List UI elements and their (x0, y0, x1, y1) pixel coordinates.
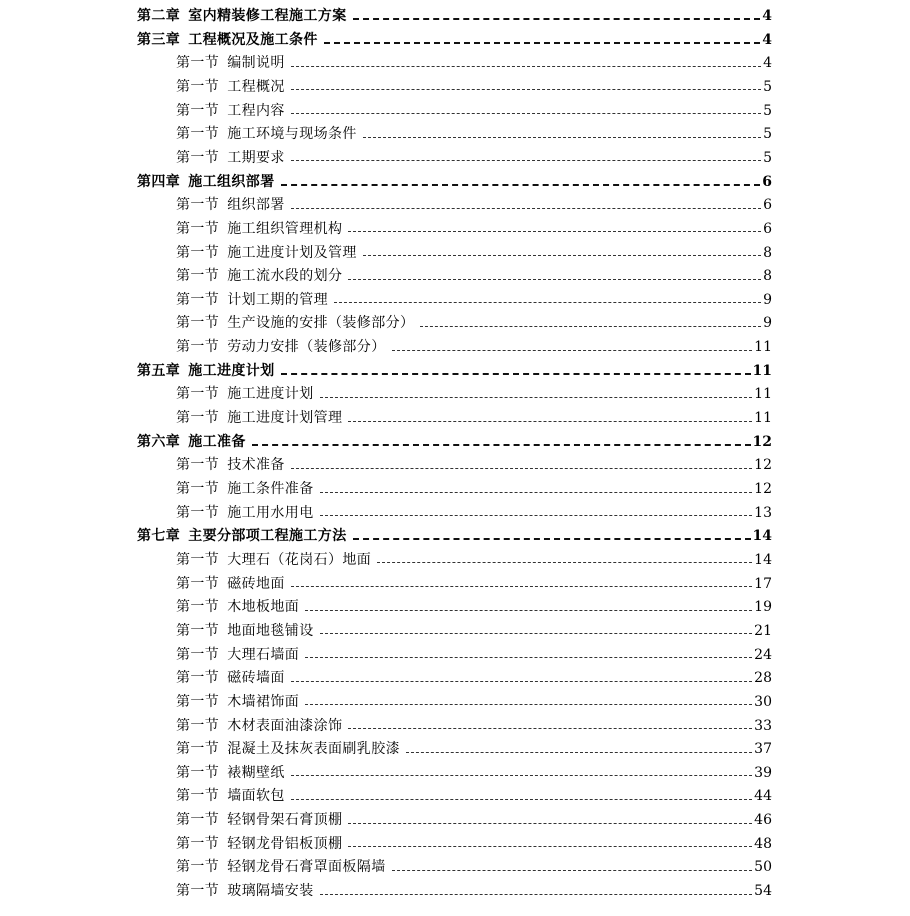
toc-page-number: 12 (754, 481, 772, 497)
toc-entry-title: 墙面软包 (227, 788, 285, 805)
toc-page-number: 17 (754, 575, 772, 592)
toc-entry-label (176, 595, 299, 619)
toc-page-number: 5 (763, 149, 772, 166)
toc-leader-dots (291, 681, 752, 682)
toc-entry-label (176, 335, 386, 359)
toc-chapter-entry[interactable] (137, 170, 772, 194)
toc-entry-title: 主要分部项工程施工方法 (188, 528, 347, 545)
toc-entry-label (176, 737, 400, 761)
toc-chapter-entry[interactable] (137, 524, 772, 548)
toc-section-entry[interactable] (176, 335, 772, 359)
toc-page-number: 21 (754, 622, 772, 639)
toc-leader-dots (291, 89, 761, 90)
toc-entry-label (176, 501, 314, 525)
toc-section-entry[interactable] (176, 572, 772, 596)
toc-page-number: 4 (763, 55, 772, 72)
toc-entry-title: 施工进度计划及管理 (227, 244, 357, 261)
toc-entry-label (176, 99, 285, 123)
toc-section-entry[interactable] (176, 501, 772, 525)
toc-entry-label (176, 761, 285, 785)
toc-entry-number: 第一节 (176, 386, 220, 403)
toc-entry-title: 施工进度计划管理 (227, 410, 343, 427)
toc-entry-title: 编制说明 (227, 55, 285, 72)
toc-page-number: 33 (754, 717, 772, 734)
toc-entry-label (176, 264, 342, 288)
toc-entry-title: 裱糊壁纸 (227, 764, 285, 781)
toc-entry-label (176, 217, 342, 241)
toc-entry-number: 第七章 (137, 528, 181, 545)
toc-entry-label (176, 311, 414, 335)
toc-entry-number: 第一节 (176, 126, 220, 143)
toc-entry-number: 第一节 (176, 788, 220, 805)
toc-entry-label (137, 359, 275, 383)
toc-entry-number: 第五章 (137, 362, 181, 379)
toc-entry-title: 施工组织管理机构 (227, 220, 343, 237)
toc-entry-label (176, 714, 342, 738)
toc-leader-dots (252, 444, 751, 446)
toc-entry-title: 地面地毯铺设 (227, 622, 314, 639)
toc-entry-number: 第一节 (176, 78, 220, 95)
toc-section-entry[interactable] (176, 595, 772, 619)
toc-entry-label (176, 784, 285, 808)
toc-entry-label (176, 643, 299, 667)
toc-section-entry[interactable] (176, 75, 772, 99)
toc-entry-number: 第一节 (176, 291, 220, 308)
toc-entry-title: 施工进度计划 (188, 362, 275, 379)
toc-section-entry[interactable] (176, 855, 772, 879)
toc-page-number: 30 (754, 693, 772, 710)
toc-entry-label (137, 4, 347, 28)
toc-entry-label (176, 406, 342, 430)
toc-entry-title: 施工准备 (188, 433, 246, 450)
toc-leader-dots (348, 421, 752, 422)
toc-entry-title: 工程概况及施工条件 (188, 31, 318, 48)
toc-leader-dots (377, 562, 752, 563)
toc-entry-title: 工程内容 (227, 102, 285, 119)
toc-page-number: 11 (752, 362, 772, 379)
toc-section-entry[interactable] (176, 264, 772, 288)
toc-page-number: 6 (762, 173, 772, 190)
toc-entry-label (176, 193, 285, 217)
toc-entry-number: 第一节 (176, 551, 220, 568)
toc-entry-number: 第一节 (176, 693, 220, 710)
toc-chapter-entry[interactable] (137, 430, 772, 454)
toc-entry-number: 第一节 (176, 599, 220, 616)
toc-entry-label (176, 879, 314, 903)
toc-entry-title: 磁砖墙面 (227, 670, 285, 687)
toc-section-entry[interactable] (176, 311, 772, 335)
toc-section-entry[interactable] (176, 879, 772, 903)
toc-entry-title: 组织部署 (227, 197, 285, 214)
toc-leader-dots (305, 610, 752, 611)
toc-entry-title: 木地板地面 (227, 599, 300, 616)
toc-page-number: 14 (754, 551, 772, 568)
toc-page-number: 12 (752, 433, 772, 450)
toc-entry-label (176, 122, 357, 146)
toc-entry-title: 混凝土及抹灰表面刷乳胶漆 (227, 741, 401, 758)
toc-section-entry[interactable] (176, 832, 772, 856)
toc-section-entry[interactable] (176, 714, 772, 738)
toc-page-number: 46 (754, 812, 772, 829)
toc-section-entry[interactable] (176, 643, 772, 667)
toc-entry-number: 第一节 (176, 55, 220, 72)
toc-entry-number: 第六章 (137, 433, 181, 450)
toc-page-number: 48 (754, 835, 772, 852)
toc-entry-number: 第一节 (176, 622, 220, 639)
toc-entry-number: 第一节 (176, 244, 220, 261)
toc-page-number: 4 (762, 8, 772, 24)
toc-entry-label (176, 666, 285, 690)
toc-section-entry[interactable] (176, 99, 772, 123)
toc-entry-title: 施工进度计划 (227, 386, 314, 403)
toc-page-number: 44 (754, 788, 772, 805)
toc-section-entry[interactable] (176, 406, 772, 430)
toc-section-entry[interactable] (176, 477, 772, 501)
toc-leader-dots (320, 397, 753, 398)
toc-section-entry[interactable] (176, 122, 772, 146)
toc-leader-dots (281, 373, 751, 375)
toc-entry-label (176, 855, 386, 879)
toc-entry-number: 第一节 (176, 410, 220, 427)
toc-entry-title: 轻钢骨架石膏顶棚 (227, 812, 343, 829)
toc-leader-dots (348, 279, 761, 280)
toc-page-number: 8 (763, 268, 772, 285)
toc-entry-title: 施工环境与现场条件 (227, 126, 357, 143)
toc-leader-dots (320, 492, 753, 493)
toc-section-entry[interactable] (176, 619, 772, 643)
toc-entry-label (137, 170, 275, 194)
toc-leader-dots (348, 846, 752, 847)
toc-entry-label (176, 572, 285, 596)
toc-section-entry[interactable] (176, 784, 772, 808)
toc-entry-title: 生产设施的安排（装修部分） (227, 315, 415, 332)
toc-entry-label (176, 808, 342, 832)
toc-leader-dots (305, 657, 752, 658)
toc-entry-label (176, 241, 357, 265)
toc-page-number: 11 (754, 339, 772, 356)
toc-section-entry[interactable] (176, 808, 772, 832)
toc-leader-dots (392, 870, 753, 871)
toc-section-entry[interactable] (176, 146, 772, 170)
toc-entry-number: 第一节 (176, 220, 220, 237)
toc-entry-label (176, 832, 342, 856)
toc-page-number: 8 (763, 244, 772, 261)
toc-leader-dots (320, 515, 753, 516)
toc-leader-dots (320, 894, 753, 895)
toc-entry-number: 第一节 (176, 457, 220, 474)
toc-leader-dots (420, 326, 761, 327)
toc-chapter-entry[interactable] (137, 4, 772, 28)
toc-section-entry[interactable] (176, 241, 772, 265)
toc-entry-title: 施工流水段的划分 (227, 268, 343, 285)
toc-section-entry[interactable] (176, 382, 772, 406)
toc-section-entry[interactable] (176, 193, 772, 217)
toc-entry-number: 第一节 (176, 741, 220, 758)
toc-page-number: 13 (754, 504, 772, 521)
toc-entry-number: 第一节 (176, 764, 220, 781)
toc-entry-title: 施工条件准备 (227, 481, 314, 497)
toc-page-number: 5 (763, 126, 772, 143)
toc-page-number: 54 (754, 883, 772, 900)
toc-entry-title: 磁砖地面 (227, 575, 285, 592)
toc-page-number: 28 (754, 670, 772, 687)
toc-leader-dots (353, 18, 761, 20)
toc-entry-number: 第一节 (176, 575, 220, 592)
toc-leader-dots (353, 538, 751, 540)
toc-leader-dots (406, 752, 752, 753)
toc-entry-label (176, 453, 285, 477)
toc-entry-label (176, 619, 314, 643)
toc-page-number: 9 (763, 315, 772, 332)
toc-leader-dots (291, 799, 752, 800)
toc-entry-title: 轻钢龙骨石膏罩面板隔墙 (227, 859, 386, 876)
toc-chapter-entry[interactable] (137, 28, 772, 52)
toc-entry-label (176, 51, 285, 75)
toc-entry-number: 第一节 (176, 646, 220, 663)
toc-section-entry[interactable] (176, 548, 772, 572)
toc-page-number: 11 (754, 386, 772, 403)
toc-page-number: 37 (754, 741, 772, 758)
toc-entry-number: 第一节 (176, 268, 220, 285)
toc-chapter-entry[interactable] (137, 359, 772, 383)
toc-entry-title: 室内精装修工程施工方案 (188, 8, 347, 24)
toc-leader-dots (324, 42, 760, 44)
toc-leader-dots (348, 728, 752, 729)
toc-leader-dots (305, 704, 752, 705)
toc-section-entry[interactable] (176, 288, 772, 312)
toc-entry-label (137, 430, 246, 454)
toc-entry-title: 木墙裙饰面 (227, 693, 300, 710)
toc-entry-title: 计划工期的管理 (227, 291, 329, 308)
toc-entry-title: 大理石墙面 (227, 646, 300, 663)
toc-section-entry[interactable] (176, 690, 772, 714)
toc-entry-number: 第一节 (176, 859, 220, 876)
toc-entry-label (176, 548, 371, 572)
toc-leader-dots (291, 208, 761, 209)
toc-entry-title: 轻钢龙骨铝板顶棚 (227, 835, 343, 852)
toc-page-number: 4 (762, 31, 772, 48)
toc-section-entry[interactable] (176, 51, 772, 75)
toc-entry-number: 第一节 (176, 835, 220, 852)
toc-leader-dots (281, 184, 761, 186)
toc-entry-number: 第四章 (137, 173, 181, 190)
toc-leader-dots (348, 231, 761, 232)
toc-leader-dots (348, 823, 752, 824)
toc-entry-number: 第一节 (176, 102, 220, 119)
toc-entry-title: 木材表面油漆涂饰 (227, 717, 343, 734)
toc-page-number: 6 (763, 220, 772, 237)
toc-leader-dots (291, 468, 752, 469)
toc-section-entry[interactable] (176, 217, 772, 241)
toc-section-entry[interactable] (176, 453, 772, 477)
toc-leader-dots (291, 160, 761, 161)
toc-leader-dots (334, 302, 761, 303)
toc-entry-number: 第一节 (176, 315, 220, 332)
toc-leader-dots (291, 586, 752, 587)
toc-entry-number: 第一节 (176, 197, 220, 214)
toc-entry-number: 第二章 (137, 8, 181, 24)
toc-page-number: 24 (754, 646, 772, 663)
toc-entry-number: 第三章 (137, 31, 181, 48)
toc-entry-label (137, 524, 347, 548)
toc-entry-label (176, 75, 285, 99)
toc-leader-dots (363, 137, 761, 138)
toc-page-number: 5 (763, 102, 772, 119)
toc-entry-label (176, 382, 314, 406)
toc-page-number: 9 (763, 291, 772, 308)
toc-page-number: 14 (752, 528, 772, 545)
toc-leader-dots (363, 255, 761, 256)
toc-entry-title: 大理石（花岗石）地面 (227, 551, 372, 568)
toc-entry-title: 施工用水用电 (227, 504, 314, 521)
toc-page-number: 39 (754, 764, 772, 781)
toc-entry-title: 施工组织部署 (188, 173, 275, 190)
toc-entry-label (176, 146, 285, 170)
toc-entry-number: 第一节 (176, 504, 220, 521)
toc-section-entry[interactable] (176, 737, 772, 761)
toc-page-number: 12 (754, 457, 772, 474)
toc-entry-title: 工期要求 (227, 149, 285, 166)
toc-entry-title: 劳动力安排（装修部分） (227, 339, 386, 356)
toc-entry-label (176, 690, 299, 714)
toc-page-number: 6 (763, 197, 772, 214)
toc-entry-number: 第一节 (176, 149, 220, 166)
toc-entry-number: 第一节 (176, 339, 220, 356)
toc-section-entry[interactable] (176, 666, 772, 690)
toc-entry-number: 第一节 (176, 717, 220, 734)
toc-entry-label (137, 28, 318, 52)
toc-leader-dots (291, 775, 752, 776)
toc-page-number: 50 (754, 859, 772, 876)
toc-entry-title: 技术准备 (227, 457, 285, 474)
toc-entry-number: 第一节 (176, 670, 220, 687)
toc-page-number: 5 (763, 78, 772, 95)
toc-entry-title: 玻璃隔墙安装 (227, 883, 314, 900)
toc-page-number: 11 (754, 410, 772, 427)
toc-entry-label (176, 477, 314, 501)
toc-leader-dots (392, 350, 753, 351)
toc-leader-dots (320, 633, 753, 634)
toc-section-entry[interactable] (176, 761, 772, 785)
toc-leader-dots (291, 66, 761, 67)
toc-page-number: 19 (754, 599, 772, 616)
toc-entry-label (176, 288, 328, 312)
toc-entry-number: 第一节 (176, 481, 220, 497)
toc-leader-dots (291, 113, 761, 114)
toc-entry-number: 第一节 (176, 812, 220, 829)
toc-entry-number: 第一节 (176, 883, 220, 900)
toc-entry-title: 工程概况 (227, 78, 285, 95)
